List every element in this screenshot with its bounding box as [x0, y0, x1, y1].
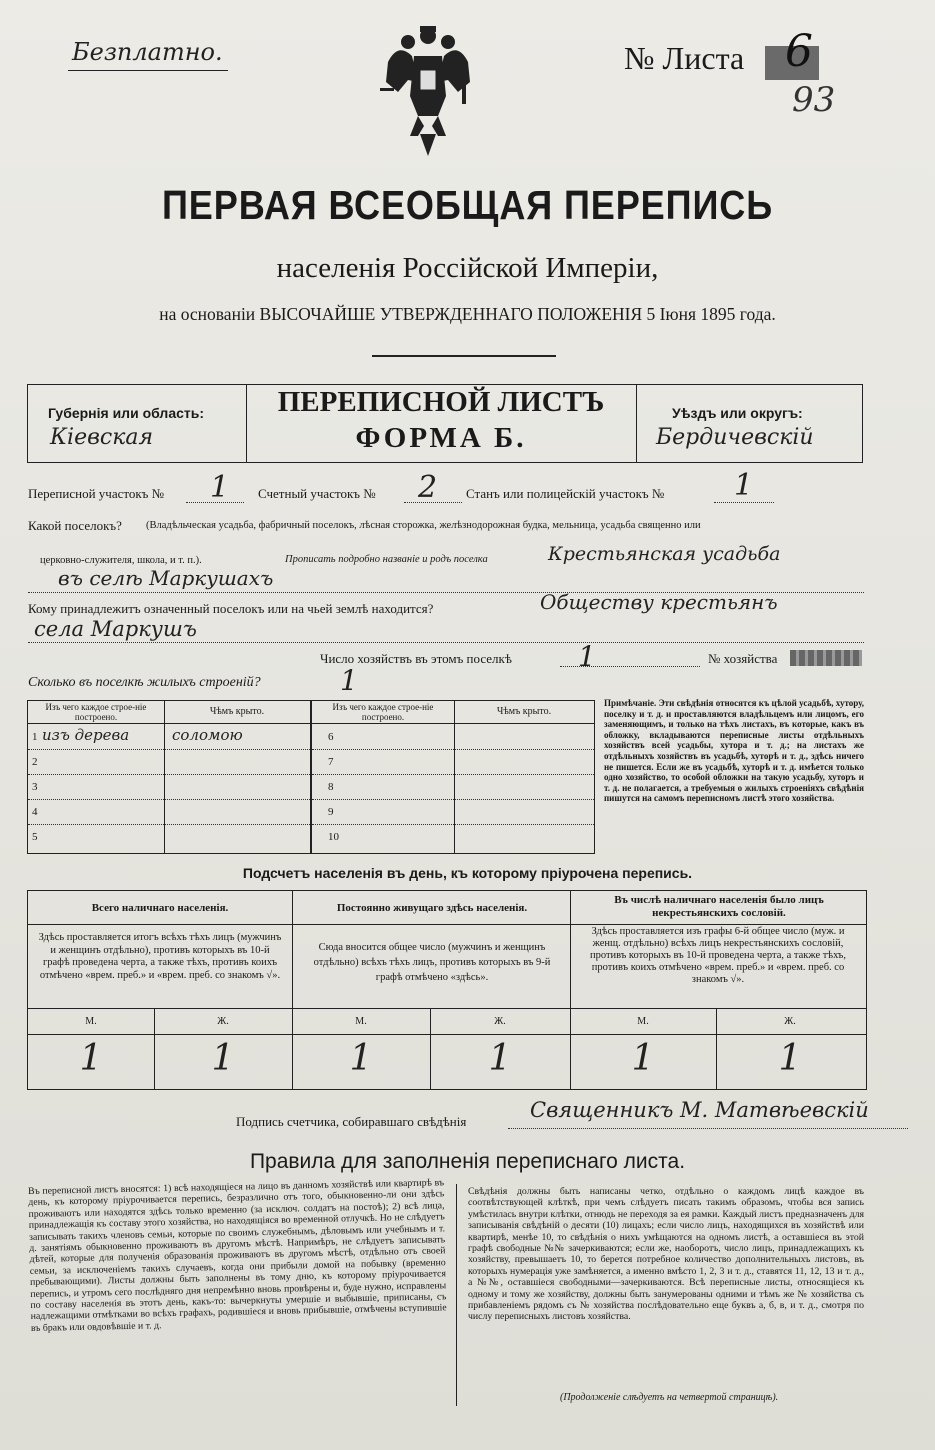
signature-label: Подпись счетчика, собиравшаго свѣдѣнія — [236, 1114, 467, 1129]
building-row-left-4: 4 — [32, 806, 38, 818]
building-row-right-8: 8 — [328, 781, 334, 793]
guberniya-value: Кіевская — [50, 425, 154, 450]
building-row-right-10: 10 — [328, 831, 339, 843]
sheet-label: № Листа — [624, 40, 745, 76]
main-title: ПЕРВАЯ ВСЕОБЩАЯ ПЕРЕПИСЬ — [161, 182, 774, 228]
subtitle: населенія Россійской Имперіи, — [276, 252, 659, 284]
nomer-label: № хозяйства — [708, 651, 778, 666]
count-zh-1: Ж. — [217, 1016, 229, 1027]
free-label: Безплатно. — [72, 38, 223, 66]
skolko-value: 1 — [340, 664, 358, 697]
komu-value-1: Обществу крестьянъ — [540, 590, 778, 614]
note-label: Примѣчаніе. — [604, 698, 657, 708]
uezd-label: Уѣздъ или округъ: — [672, 405, 803, 421]
building-row-right-7: 7 — [328, 756, 334, 768]
stan-value: 1 — [734, 468, 754, 503]
count-value-1: 1 — [79, 1038, 103, 1079]
count-col3-text: Здѣсь проставляется изъ графы 6-й общее число (муж. и женщ. отдѣльно) всѣхъ лицъ некрестьянскихъ сословій, противъ которыхъ въ 10-й проведена черта, а также тѣхъ, противъ коихъ отмѣчено «врем. преб.» и «врем. преб. со знакомъ √». — [589, 926, 846, 985]
buildings-col2-right: Чѣмъ крыто. — [496, 706, 552, 717]
perepisnoy-label: Переписной участокъ № — [28, 486, 165, 501]
chislo-value: 1 — [578, 640, 596, 673]
count-title: Подсчетъ населенія въ день, къ которому пріурочена перепись. — [242, 865, 693, 881]
rules-continued: (Продолженіе слѣдуетъ на четвертой страницѣ). — [560, 1392, 779, 1403]
stamp-number: 93 — [792, 80, 836, 120]
count-col1-head: Всего наличнаго населенія. — [91, 902, 229, 914]
count-value-6: 1 — [778, 1038, 802, 1079]
count-col3-head: Въ числѣ наличнаго населенія было лицъ некрестьянскихъ сословій. — [614, 894, 824, 919]
count-col2-text: Сюда вносится общее число (мужчинъ и женщинъ отдѣльно) всѣхъ тѣхъ лицъ, противъ которыхъ въ 9-й графѣ отмѣчено «здѣсь». — [313, 942, 551, 983]
schetny-value: 2 — [418, 470, 438, 505]
buildings-col1-left: Изъ чего каждое строе-ніе построено. — [45, 702, 147, 722]
rules-right: Свѣдѣнія должны быть написаны четко, отдѣльно о каждомъ лицѣ каждое въ соотвѣтствующей клѣткѣ, при чемъ слѣдуетъ писать такимъ образомъ, чтобы вся запись умѣстилась внутри клѣтки, отнюдь не переходя за ея рамки. Каждый листъ предназначенъ для записыванія свѣдѣній о десяти (10) лицахъ; если число лицъ, находящихся въ хозяйствѣ или квартирѣ, менѣе 10, то свѣдѣнія о нихъ умѣщаются на одномъ листѣ, а оставшіеся въ этой графѣ свободные №№ зачеркиваются; если же, наоборотъ, число лицъ, принадлежащихъ къ хозяйству, превышаетъ 10, то берется потребное количество дополнительныхъ листовъ, въ которыхъ нумерація уже замѣняется, а именно вмѣсто 1, 2, 3 и т. д., ставятся 11, 12, 13 и т. д., а №№, оставшіеся свободными—зачеркиваются. Всѣ переписные листы, относящіеся къ одному и тому же хозяйству, должны быть занумерованы одними и тѣмъ же № хозяйства съ прибавленіемъ рядомъ съ № хозяйства послѣдовательно еще буквъ а, б, в, и т. д., смотря по числу переписныхъ листовъ хозяйства. — [468, 1186, 864, 1323]
rules-title: Правила для заполненія переписнаго листа. — [249, 1150, 686, 1173]
kakoy-note: (Владѣльческая усадьба, фабричный поселокъ, лѣсная сторожка, желѣзнодорожная будка, мельница, усадьба священно или — [146, 520, 701, 531]
rules-left: Въ переписной листъ вносятся: 1) всѣ находящіеся на лицо въ данномъ хозяйствѣ или квартирѣ въ день, къ которому пріурочивается перепись, безразлично отъ того, обыкновенно-ли они здѣсь проживаютъ или находятся здѣсь только временно (за исключ. солдатъ на постоѣ); 2) всѣ лица, принадлежащія къ составу этого хозяйства, но находящіяся во временной отлучкѣ. Но не слѣдуетъ записывать такихъ членовъ семьи, которые по своимъ служебнымъ, дѣловымъ или учебнымъ и т. д. занятіямъ обыкновенно проживаютъ въ другомъ мѣстѣ. Напримѣръ, не слѣдуетъ записывать дѣтей, которые для полученія образованія проживаютъ въ другомъ мѣстѣ, отдѣльно отъ своей семьи, за исключеніемъ такихъ случаевъ, когда они прибыли домой на побывку (временно пребывающими). Листы должны быть заполнены въ тому дню, къ которому пріурочивается перепись, и утромъ сего послѣдняго дня непремѣнно вновь провѣрены и, буде нужно, исправлены по составу населенія въ этотъ день, какъ-то: вычеркнуты умершіе и выбывшіе, приписаны, съ надлежащими отмѣтками во всѣхъ графахъ, родившіеся и вновь прибывшіе, отмѣчены вступившіе въ бракъ или овдовѣвшіе и т. д. — [28, 1177, 447, 1334]
signature-value: Священникъ М. Матвѣевскій — [530, 1098, 869, 1122]
sheet-number: 6 — [785, 26, 813, 77]
count-m-3: М. — [637, 1016, 649, 1027]
building-row-right-9: 9 — [328, 806, 334, 818]
count-value-2: 1 — [211, 1038, 235, 1079]
buildings-col1-right: Изъ чего каждое строе-ніе построено. — [332, 702, 434, 722]
skolko-label: Сколько въ поселкѣ жилыхъ строеній? — [28, 675, 261, 690]
count-value-5: 1 — [631, 1038, 655, 1079]
kakoy-value-2: въ селѣ Маркушахъ — [58, 566, 274, 590]
guberniya-label: Губернія или область: — [48, 405, 205, 421]
kakoy-note2: церковно-служителя, школа, и т. п.). — [40, 555, 202, 566]
count-m-2: М. — [355, 1016, 367, 1027]
building-row-left-5: 5 — [32, 831, 38, 843]
schetny-label: Счетный участокъ № — [258, 486, 376, 501]
kakoy-label: Какой поселокъ? — [28, 518, 122, 533]
buildings-col2-left: Чѣмъ крыто. — [209, 706, 265, 717]
count-col2-head: Постоянно живущаго здѣсь населенія. — [336, 902, 528, 914]
count-value-3: 1 — [349, 1038, 373, 1079]
census-sheet: Безплатно. № Листа 6 93 ПЕРВАЯ ВСЕОБЩАЯ ПЕРЕПИСЬ населенія Россійской Имперіи, на основаніи ВЫСОЧАЙШЕ УТВЕРЖДЕННАГО ПОЛОЖЕНІЯ 5 Іюня 1895 года. Губернія или область: Кіевская ПЕРЕПИСНОЙ ЛИСТЪ ФОРМА Б. Уѣздъ или округъ: Бердичевскій Переписной участокъ № 1 Счетный участокъ № 2 Станъ или полицейскій участокъ № 1 Какой поселокъ? (Владѣльческая усадьба, фабричный поселокъ, лѣсная сторожка, желѣзнодорожная будка, мельница, усадьба священно или церковно-служителя, школа, и т. п.). Прописать подробно названіе и родъ поселка Крестьянская усадьба въ селѣ Маркушахъ Кому принадлежитъ означенный поселокъ или на чьей землѣ находится? Обществу крестьянъ села Маркушъ Число хозяйствъ въ этомъ поселкѣ 1 № хозяйства Сколько въ поселкѣ жилыхъ строеній? 1 Изъ чего каждое строе-ніе построено. Чѣмъ крыто. Изъ чего каждое строе-ніе построено. Чѣмъ крыто. 1 изъ дерева соломою 2 3 4 5 6 7 8 9 10 Примѣчаніе. Эти свѣдѣнія относятся къ цѣлой усадьбѣ, хутору, поселку и т. д. и проставляются владѣльцемъ или лицомъ, его заменяющимъ, и только на тѣхъ листахъ, въ которые, какъ въ обложку, вкладываются переписные листы отдѣльныхъ хозяйствъ всей усадьбы, хутора и т. д.; на листахъ же отдѣльныхъ хозяйствъ въ усадьбѣ, хуторѣ и т. д., здѣсь ничего не пишется. Если же въ усадьбѣ, хуторѣ и т. д. имѣется только одно хозяйство, то особой обложки на такую усадьбу, хуторъ и т. д. не полагается, а требуемыя о жилыхъ строеніяхъ свѣдѣнія пишутся на самомъ переписномъ листѣ этого хозяйства. Подсчетъ населенія въ день, къ которому пріурочена перепись. Всего наличнаго населенія. Постоянно живущаго здѣсь населенія. Въ числѣ наличнаго населенія было лицъ некрестьянскихъ сословій. Здѣсь проставляется итогъ всѣхъ тѣхъ лицъ (мужчинъ и женщинъ отдѣльно), противъ которыхъ въ 10-й графѣ проведена черта, а также тѣхъ, противъ коихъ отмѣчено «врем. преб.» и «врем. преб. со знакомъ √». Сюда вносится общее число (мужчинъ и женщинъ отдѣльно) всѣхъ тѣхъ лицъ, противъ которыхъ въ 9-й графѣ отмѣчено «здѣсь». Здѣсь проставляется изъ графы 6-й общее число (муж. и женщ. отдѣльно) всѣхъ лицъ некрестьянскихъ сословій, противъ которыхъ въ 10-й проведена черта, а также тѣхъ, противъ коихъ отмѣчено «врем. преб.» и «врем. преб. со знакомъ √». М. Ж. М. Ж. М. Ж. 1 1 1 1 1 1 Подпись счетчика, собиравшаго свѣдѣнія Священникъ М. Матвѣевскій Правила для заполненія переписнаго листа. Въ переписной листъ вносятся: 1) всѣ находящіеся на лицо въ данномъ хозяйствѣ или квартирѣ въ день, къ которому пріурочивается перепись, безразлично отъ того, обыкновенно-ли они здѣсь проживаютъ или находятся здѣсь только временно (за исключ. солдатъ на постоѣ); 2) всѣ лица, принадлежащія къ составу этого хозяйства, но находящіяся во временной отлучкѣ. Но не слѣдуетъ записывать такихъ членовъ семьи, которые по своимъ служебнымъ, дѣловымъ или учебнымъ и т. д. занятіямъ обыкновенно проживаютъ въ другомъ мѣстѣ. Напримѣръ, не слѣдуетъ записывать дѣтей, которые для полученія образованія проживаютъ въ другомъ мѣстѣ, отдѣльно отъ своей семьи, за исключеніемъ такихъ случаевъ, когда они прибыли домой на побывку (временно пребывающими). Листы должны быть заполнены въ тому дню, къ которому пріурочивается перепись, и утромъ сего послѣдняго дня непремѣнно вновь провѣрены и, буде нужно, исправлены по составу населенія въ этотъ день, какъ-то: вычеркнуты умершіе и выбывшіе, приписаны, съ надлежащими отмѣтками во всѣхъ графахъ, родившіеся и вновь прибывшіе, отмѣчены вступившіе въ бракъ или овдовѣвшіе и т. д. Свѣдѣнія должны быть написаны четко, отдѣльно о каждомъ лицѣ каждое въ соотвѣтствующей клѣткѣ, при чемъ слѣдуетъ писать такимъ образомъ, чтобы вся запись умѣстилась внутри клѣтки, отнюдь не переходя за ея рамки. Каждый листъ предназначенъ для записыванія свѣдѣній о десяти (10) лицахъ; если число лицъ, находящихся въ хозяйствѣ или квартирѣ, менѣе 10, то свѣдѣнія о нихъ умѣщаются на одномъ листѣ, а оставшіеся въ этой графѣ свободные №№ зачеркиваются; если же, наоборотъ, число лицъ, принадлежащихъ къ хозяйству, превышаетъ 10, то берется потребное количество дополнительныхъ листовъ, въ которыхъ нумерація уже замѣняется, а именно вмѣсто 1, 2, 3 и т. д., ставятся 11, 12, 13 и т. д., а №№, оставшіеся свободными—зачеркиваются. Всѣ переписные листы, относящіеся къ одному и тому же хозяйству, должны быть занумерованы одними и тѣмъ же № хозяйства съ прибавленіемъ рядомъ съ № хозяйства послѣдовательно еще буквъ а, б, в, и т. д., смотря по числу переписныхъ листовъ хозяйства. (Продолженіе слѣдуетъ на четвертой страницѣ). — [0, 0, 935, 1450]
count-zh-3: Ж. — [784, 1016, 796, 1027]
form-name: ФОРМА Б. — [355, 422, 527, 454]
count-m-1: М. — [85, 1016, 97, 1027]
imperial-eagle-icon — [378, 22, 478, 172]
building-row-left-3: 3 — [32, 781, 38, 793]
stan-label: Станъ или полицейскій участокъ № — [466, 486, 665, 501]
chislo-label: Число хозяйствъ въ этомъ поселкѣ — [320, 651, 512, 666]
count-col1-text: Здѣсь проставляется итогъ всѣхъ тѣхъ лицъ (мужчинъ и женщинъ отдѣльно), противъ которыхъ въ 10-й графѣ проведена черта, а также тѣхъ, противъ коихъ отмѣчено «врем. преб.» и «врем. преб. со знакомъ √». — [38, 932, 282, 981]
form-bottom-rule — [27, 462, 863, 463]
komu-label: Кому принадлежитъ означенный поселокъ или на чьей землѣ находится? — [28, 601, 434, 616]
count-value-4: 1 — [488, 1038, 512, 1079]
kakoy-instruction: Прописать подробно названіе и родъ поселка — [285, 554, 488, 565]
free-underline — [68, 70, 228, 71]
building-row-left-2: 2 — [32, 756, 38, 768]
basis-line: на основаніи ВЫСОЧАЙШЕ УТВЕРЖДЕННАГО ПОЛОЖЕНІЯ 5 Іюня 1895 года. — [159, 304, 776, 324]
perepisnoy-value: 1 — [210, 470, 230, 505]
nomer-redacted — [790, 650, 862, 666]
note-text: Эти свѣдѣнія относятся къ цѣлой усадьбѣ, хутору, поселку и т. д. и проставляются владѣльцемъ или лицомъ, его заменяющимъ, и только на тѣхъ листахъ, въ которые, какъ въ обложку, вкладываются переписные листы отдѣльныхъ хозяйствъ всей усадьбы, хутора и т. д.; на листахъ же отдѣльныхъ хозяйствъ въ усадьбѣ, хуторѣ и т. д., здѣсь ничего не пишется. Если же въ усадьбѣ, хуторѣ и т. д. имѣется только одно хозяйство, то особой обложки на такую усадьбу, хуторъ и т. д. не полагается, а требуемыя о жилыхъ строеніяхъ свѣдѣнія пишутся на самомъ переписномъ листѣ этого хозяйства. — [604, 698, 864, 804]
form-top-rule — [27, 384, 863, 385]
buildings-note — [604, 698, 864, 804]
form-title: ПЕРЕПИСНОЙ ЛИСТЪ — [277, 386, 605, 418]
uezd-value: Бердичевскій — [656, 425, 814, 450]
title-rule — [372, 355, 556, 357]
count-zh-2: Ж. — [494, 1016, 506, 1027]
building-row-right-6: 6 — [328, 731, 334, 743]
kakoy-value-1: Крестьянская усадьба — [548, 543, 781, 565]
komu-value-2: села Маркушъ — [34, 617, 197, 641]
